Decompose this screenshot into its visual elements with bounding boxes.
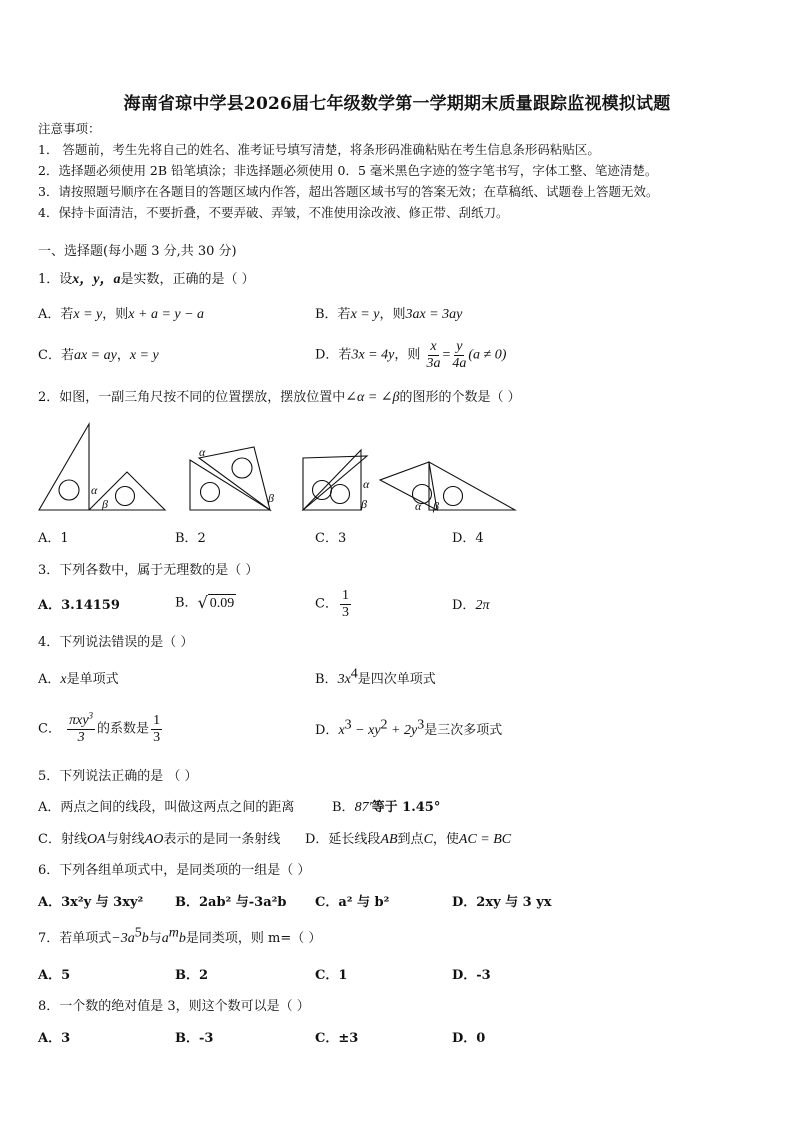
question-4-option-a: A．x是单项式 xyxy=(38,672,119,687)
fig3-alpha-label: α xyxy=(363,477,370,491)
question-2-option-c: C．3 xyxy=(315,531,347,546)
question-6-stem: 6．下列各组单项式中，是同类项的一组是（ ） xyxy=(38,863,311,878)
fig1-beta-label: β xyxy=(102,497,108,511)
question-1-stem: 1．设x，y，a是实数，正确的是（ ） xyxy=(38,272,255,287)
question-3-option-c: C． $\frac{1}{3}$ xyxy=(315,588,349,620)
question-8-option-b: B．-3 xyxy=(175,1031,214,1046)
question-1-option-b: B．若x = y，则3ax = 3ay xyxy=(315,307,463,322)
fig2-beta-label: β xyxy=(268,491,274,505)
question-1-option-d: D．若3x = 4y，则 $\frac{x}{3a}$ = $\frac{y}{4a}$ (a ≠ 0) xyxy=(315,339,507,371)
notice-item-3: 3．请按照题号顺序在各题目的答题区域内作答，超出答题区域书写的答案无效；在草稿纸、试题卷上答题无效。 xyxy=(38,184,659,199)
section-heading: 一、选择题(每小题 3 分,共 30 分) xyxy=(38,244,237,259)
question-7-option-c: C．1 xyxy=(315,968,348,983)
question-3-option-d: D．2π xyxy=(452,598,490,613)
notice-item-2: 2．选择题必须使用 2B 铅笔填涂；非选择题必须使用 0．5 毫米黑色字迹的签字笔书写，字体工整、笔迹清楚。 xyxy=(38,163,658,178)
question-5-option-b: B．87′等于 1.45° xyxy=(332,800,441,815)
question-6-option-b: B．2ab² 与-3a²b xyxy=(175,895,287,910)
question-5-stem: 5．下列说法正确的是 （ ） xyxy=(38,769,198,784)
question-6-option-a: A．3x²y 与 3xy² xyxy=(38,895,144,910)
question-4-option-b: B．$3x^4$是四次单项式 xyxy=(315,666,436,687)
question-8-option-c: C．±3 xyxy=(315,1031,359,1046)
question-7-option-b: B．2 xyxy=(175,968,209,983)
triangle-rulers-figures xyxy=(37,420,517,520)
question-8-option-d: D．0 xyxy=(452,1031,486,1046)
question-4-option-d: D．$x^3 - xy^2 + 2y^3$是三次多项式 xyxy=(315,717,503,738)
question-3-stem: 3．下列各数中，属于无理数的是（ ） xyxy=(38,563,259,578)
question-5-option-c: C．射线OA与射线AO表示的是同一条射线 xyxy=(38,832,281,847)
question-2-stem: 2．如图，一副三角尺按不同的位置摆放，摆放位置中∠α = ∠β的图形的个数是（ ） xyxy=(38,390,521,405)
notice-item-4: 4．保持卡面清洁，不要折叠，不要弄破、弄皱，不准使用涂改液、修正带、刮纸刀。 xyxy=(38,205,509,220)
notice-heading: 注意事项： xyxy=(38,121,101,136)
question-8-stem: 8．一个数的绝对值是 3，则这个数可以是（ ） xyxy=(38,999,310,1014)
question-5-option-d: D．延长线段AB到点C，使AC = BC xyxy=(305,832,512,847)
page-title: 海南省琼中学县2026届七年级数学第一学期期末质量跟踪监视模拟试题 xyxy=(123,94,671,114)
question-3-option-b: B． √ 0.09 xyxy=(175,593,235,612)
question-8-option-a: A．3 xyxy=(38,1031,71,1046)
question-7-option-a: A．5 xyxy=(38,968,71,983)
question-4-stem: 4．下列说法错误的是（ ） xyxy=(38,635,194,650)
fig4-beta-label: β xyxy=(433,499,439,513)
question-1-option-c: C．若ax = ay，x = y xyxy=(38,348,159,363)
question-2-option-b: B．2 xyxy=(175,531,206,546)
fig2-alpha-label: α xyxy=(199,445,206,459)
fig3-beta-label: β xyxy=(361,497,367,511)
question-7-option-d: D．-3 xyxy=(452,968,491,983)
notice-item-1: 1． 答题前，考生先将自己的姓名、准考证号填写清楚，将条形码准确粘贴在考生信息条形码粘贴区。 xyxy=(38,142,600,157)
question-3-option-a: A．3.14159 xyxy=(38,598,120,613)
question-2-option-d: D．4 xyxy=(452,531,484,546)
question-6-option-d: D．2xy 与 3 yx xyxy=(452,895,552,910)
question-1-option-a: A．若x = y，则x + a = y − a xyxy=(38,307,205,322)
question-6-option-c: C．a² 与 b² xyxy=(315,895,390,910)
fig4-alpha-label: α xyxy=(415,499,422,513)
question-2-option-a: A．1 xyxy=(38,531,69,546)
question-7-stem: 7．若单项式$-3a^5b$与$a^mb$是同类项，则 m=（ ） xyxy=(38,925,322,946)
question-5-option-a: A．两点之间的线段，叫做这两点之间的距离 xyxy=(38,800,295,815)
question-4-option-c: C． $\frac{\pi xy^3}{3}$ 的系数是 $\frac{1}{3}$ xyxy=(38,710,161,745)
fig1-alpha-label: α xyxy=(91,483,98,497)
